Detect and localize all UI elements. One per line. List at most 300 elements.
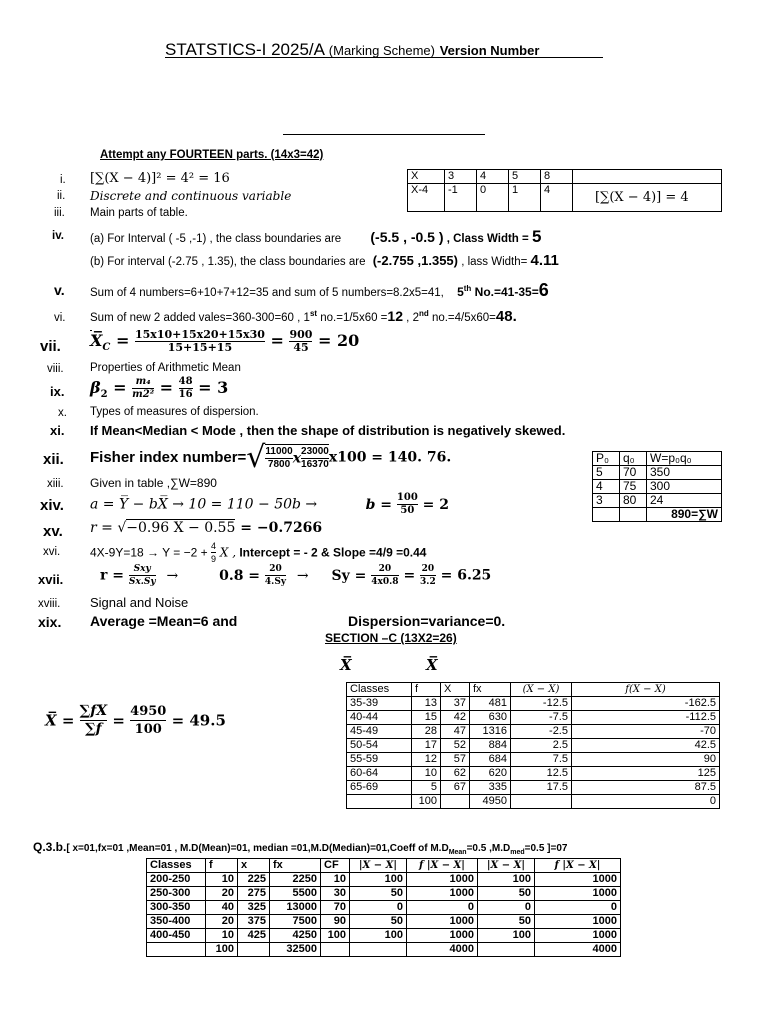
mean-table-cell: 42 (441, 711, 470, 725)
item-v-ans-c: 6 (538, 280, 549, 300)
mean-table-row (347, 711, 720, 725)
md-table-cell: 4000 (407, 943, 478, 957)
w-table-total: 890=∑W (647, 508, 722, 522)
frac-bot: Sx.Sy (128, 577, 156, 587)
equals-sign: = (113, 378, 127, 397)
md-table-cell: 50 (478, 887, 535, 901)
item-ix-frac2 (179, 376, 193, 401)
w-table-cell: 5 (593, 466, 620, 480)
equals-sign: = (270, 331, 284, 350)
mean-table-cell: 684 (470, 753, 511, 767)
md-table-cell: 10 (321, 873, 350, 887)
item-v (90, 280, 549, 301)
x-table-cell: X-4 (408, 184, 445, 212)
w-table-cell: 75 (620, 480, 647, 494)
mean-table-cell: 47 (441, 725, 470, 739)
mean-table-row (347, 753, 720, 767)
item-xviii-num: xviii. (38, 598, 61, 610)
item-ix-lhs-sub: 2 (100, 389, 108, 401)
x-table-cell: 4 (541, 184, 573, 212)
title-paren: (Marking Scheme) (328, 43, 435, 58)
item-xvii-num: xvii. (38, 572, 64, 587)
x-table-cell: 5 (509, 170, 541, 184)
mean-formula-lhs: X̅ = (45, 711, 75, 730)
mean-table-cell: 10 (412, 767, 441, 781)
blank-line (283, 134, 485, 135)
md-table-cell: 70 (321, 901, 350, 915)
md-table-header: x (238, 859, 270, 873)
item-xvi-t2: X , (216, 545, 237, 560)
item-xvi-num: xvi. (43, 546, 61, 558)
md-table-cell: 200-250 (147, 873, 206, 887)
md-table-cell: 1000 (535, 873, 621, 887)
frac-bot: 9 (211, 554, 217, 564)
md-table-cell: 1000 (407, 915, 478, 929)
frac-top: 15x10+15x20+15x30 (134, 328, 265, 341)
mean-table-cell: -70 (572, 725, 720, 739)
q3b-label: Q.3.b. (33, 840, 67, 854)
q3b-sub1: Mean (448, 849, 467, 856)
mean-table-cell: -2.5 (511, 725, 572, 739)
item-xv-pre: r = √ (90, 520, 127, 536)
md-table-header: f (206, 859, 238, 873)
md-table-cell: 13000 (270, 901, 321, 915)
mean-table-cell: 125 (572, 767, 720, 781)
md-table-cell: 1000 (535, 929, 621, 943)
item-xvii-eqsign: = (403, 567, 416, 584)
md-table-cell: 1000 (535, 887, 621, 901)
md-table-row (147, 943, 621, 957)
item-vii-lhs: X̅ (90, 331, 103, 350)
q3b-end: =0.5 ]=07 (524, 843, 568, 854)
frac-top: m₄ (132, 376, 154, 389)
item-xiv-eq2 (365, 492, 450, 516)
frac-top: 100 (396, 492, 418, 503)
mean-table-cell: -12.5 (511, 697, 572, 711)
md-table-row (147, 873, 621, 887)
md-table-cell: 400-450 (147, 929, 206, 943)
mean-table-row (347, 781, 720, 795)
md-table-header: CF (321, 859, 350, 873)
frac-bot: 3.2 (420, 577, 436, 587)
item-xiv-frac (397, 492, 418, 517)
frac-top: 20 (265, 563, 286, 576)
item-x-text: Types of measures of dispersion. (90, 406, 259, 418)
item-vii-frac2 (289, 329, 312, 354)
md-table-row (147, 901, 621, 915)
mean-table-cell: 55-59 (347, 753, 412, 767)
x-table-cell: 3 (445, 170, 477, 184)
mean-table-cell: 28 (412, 725, 441, 739)
x-table-cell: -1 (445, 184, 477, 212)
mean-table-cell: 100 (412, 795, 441, 809)
item-v-ans-sup: th (463, 284, 472, 293)
md-table-cell: 350-400 (147, 915, 206, 929)
frac-top: 20 (421, 564, 435, 574)
item-iv-b-cw: , lass Width= (461, 256, 531, 268)
mean-table-cell: 7.5 (511, 753, 572, 767)
item-v-answer (457, 280, 549, 300)
item-iv-num: iv. (52, 230, 64, 242)
md-table-cell: 250-300 (147, 887, 206, 901)
mean-table-cell: 5 (412, 781, 441, 795)
mean-table-header: X (441, 683, 470, 697)
item-xii-result: x100 = 140. 76. (328, 449, 452, 466)
w-table-header: W=p₀q₀ (647, 452, 722, 466)
item-xv-post: = −0.7266 (235, 520, 323, 536)
item-xii-eq (90, 440, 451, 475)
item-ii-num: ii. (57, 190, 66, 202)
mean-table-cell: 620 (470, 767, 511, 781)
item-vi-v2: 48. (495, 308, 517, 325)
md-table-cell: 10 (206, 929, 238, 943)
item-xvi-bold: Intercept = - 2 & Slope =4/9 =0.44 (236, 545, 427, 560)
item-i-text: [∑(X − 4)]² = 4² = 16 (90, 171, 230, 186)
w-table-header: q₀ (620, 452, 647, 466)
equals-sign: = (159, 378, 174, 397)
item-i-num: i. (60, 174, 66, 186)
item-xix-text1: Average =Mean=6 and (90, 613, 238, 629)
mean-table-cell: 62 (441, 767, 470, 781)
item-xiv-eq1: a = Y̅ − bX̅ → 10 = 110 − 50b → (90, 496, 318, 513)
md-table-row (147, 915, 621, 929)
x-table-cell (573, 170, 722, 184)
mean-table-cell: 17.5 (511, 781, 572, 795)
w-table-cell (593, 508, 620, 522)
q3b-sub2: med (510, 849, 525, 856)
frac-top: ∑fX (79, 703, 108, 719)
w-table-cell: 24 (647, 494, 722, 508)
md-table-cell: 100 (350, 929, 407, 943)
mean-table-header: f (412, 683, 441, 697)
md-table-cell: 0 (478, 901, 535, 915)
frac-top: 23000 (301, 446, 329, 457)
item-vi-t2: no.=1/5x60 = (317, 312, 388, 324)
item-v-ans-a: 5 (457, 285, 464, 299)
item-xiv-num: xiv. (40, 497, 64, 514)
mean-table-cell: 35-39 (347, 697, 412, 711)
mean-table-cell: 87.5 (572, 781, 720, 795)
mean-table-cell: 17 (412, 739, 441, 753)
md-table-cell: 1000 (535, 915, 621, 929)
md-table-cell: 100 (321, 929, 350, 943)
md-table-cell: 20 (206, 887, 238, 901)
item-viii-num: viii. (47, 363, 64, 375)
item-xv-num: xv. (43, 523, 63, 540)
md-table-cell (478, 943, 535, 957)
mean-table-cell: 630 (470, 711, 511, 725)
x-table-cell: 4 (477, 170, 509, 184)
frac-top: 900 (289, 328, 313, 341)
item-iii-num: iii. (54, 207, 65, 219)
mean-table-cell: 2.5 (511, 739, 572, 753)
item-xvii-res: = 6.25 (440, 567, 492, 584)
mean-table-row (347, 739, 720, 753)
item-xi-num: xi. (50, 423, 65, 438)
times-sign: x (292, 450, 302, 467)
mean-table-cell: 42.5 (572, 739, 720, 753)
md-table-cell: 40 (206, 901, 238, 915)
item-iv-a (90, 227, 541, 247)
section-c-heading: SECTION –C (13X2=26) (325, 631, 457, 645)
mean-table-cell: 12.5 (511, 767, 572, 781)
md-table-cell: 225 (238, 873, 270, 887)
mean-table-cell: 0 (572, 795, 720, 809)
item-vi-sup1: st (309, 309, 318, 319)
mean-table-cell: 50-54 (347, 739, 412, 753)
item-vi (90, 308, 517, 325)
item-xiv-eq2-res: = 2 (422, 496, 450, 513)
mean-table-cell: 90 (572, 753, 720, 767)
item-iv-b (90, 252, 559, 269)
mean-table-cell (347, 795, 412, 809)
item-xix-text2: Dispersion=variance=0. (348, 613, 506, 629)
mean-table-cell: 335 (470, 781, 511, 795)
item-v-num: v. (54, 282, 65, 298)
item-xvii-frac4 (420, 563, 436, 588)
md-table-cell: 4250 (270, 929, 321, 943)
title-main: STATSTICS-I 2025/A (165, 40, 325, 59)
md-table-header: Classes (147, 859, 206, 873)
item-ix-num: ix. (50, 384, 65, 399)
md-table-header: |X − X̅| (350, 859, 407, 873)
w-table-cell: 70 (620, 466, 647, 480)
frac-top: 11000 (265, 446, 293, 457)
item-xvii-arr1: → (166, 567, 179, 584)
frac-bot: 50 (400, 505, 415, 516)
x-table-cell: 1 (509, 184, 541, 212)
item-xiii-text: Given in table ,∑W=890 (90, 476, 217, 490)
mean-table-header: Classes (347, 683, 412, 697)
item-vii-lhs-sub: C (102, 342, 111, 354)
md-table-cell: 32500 (270, 943, 321, 957)
item-ix-frac1 (132, 376, 154, 401)
section-c-xbar-1: X̅ (340, 656, 352, 674)
frac-bot: m2² (132, 389, 155, 400)
w-table-header: P₀ (593, 452, 620, 466)
item-ix-lhs: β (90, 378, 101, 397)
item-xii-frac2 (301, 446, 329, 471)
item-iv-a-bound: (-5.5 , -0.5 ) (370, 229, 444, 245)
sqrt-body (265, 444, 328, 471)
frac-top: 48 (178, 376, 193, 387)
md-table-header: f |X − X̅| (535, 859, 621, 873)
md-table-cell: 5500 (270, 887, 321, 901)
item-xvii-eq (100, 563, 491, 588)
mean-table-row (347, 697, 720, 711)
item-xvi (90, 540, 426, 565)
mean-table-cell: 67 (441, 781, 470, 795)
mean-table-cell: 884 (470, 739, 511, 753)
mean-table-header: fx (470, 683, 511, 697)
item-xv-rad: −0.96 X − 0.55 (126, 520, 236, 536)
md-table-row (147, 887, 621, 901)
q3b-mid: =0.5 ,M.D (466, 843, 511, 854)
item-xvii-frac3 (371, 563, 398, 588)
mean-formula-res: = 49.5 (171, 711, 226, 730)
mean-formula-frac1 (80, 703, 107, 738)
item-xix-num: xix. (38, 614, 62, 630)
md-table-cell: 10 (206, 873, 238, 887)
item-xviii-text: Signal and Noise (90, 595, 189, 610)
frac-bot: 15+15+15 (167, 341, 233, 354)
mean-table-row (347, 795, 720, 809)
w-table-cell: 3 (593, 494, 620, 508)
mean-table-header: f(X − X̅) (572, 683, 720, 697)
md-table-cell: 100 (350, 873, 407, 887)
frac-bot: 16370 (301, 459, 329, 470)
md-table-cell (147, 943, 206, 957)
item-vii-eq (90, 329, 359, 354)
md-table-cell: 2250 (270, 873, 321, 887)
mean-table-cell: 12 (412, 753, 441, 767)
item-xiv-eq2-lhs: b = (365, 496, 393, 513)
frac-bot: 45 (293, 341, 309, 354)
md-table-cell: 0 (535, 901, 621, 915)
item-vi-t4: no.=4/5x60= (428, 312, 496, 324)
x-table-cell: X (408, 170, 445, 184)
item-xiii-num: xiii. (47, 478, 64, 490)
md-table-cell: 375 (238, 915, 270, 929)
item-xi-text: If Mean<Median < Mode , then the shape of distribution is negatively skewed. (90, 423, 566, 438)
md-table-row (147, 929, 621, 943)
item-vi-num: vi. (54, 312, 66, 324)
x-table-cell: 8 (541, 170, 573, 184)
item-xvii-sy: Sy = (331, 567, 367, 584)
item-xiv-eq (90, 492, 449, 517)
item-xvii-frac2 (265, 563, 286, 588)
md-table-cell: 50 (478, 915, 535, 929)
frac-top: 20 (371, 563, 398, 576)
md-table (146, 858, 621, 957)
md-table-header: fx (270, 859, 321, 873)
w-table-cell (620, 508, 647, 522)
w-table (592, 451, 722, 522)
frac-top: 4950 (130, 704, 167, 719)
mean-table-cell: 481 (470, 697, 511, 711)
md-table-cell: 50 (350, 915, 407, 929)
mean-table-cell: 65-69 (347, 781, 412, 795)
md-table-cell: 30 (321, 887, 350, 901)
item-ix-result: = 3 (198, 378, 229, 397)
frac-bot: 4x0.8 (371, 577, 399, 587)
item-iii-text: Main parts of table. (90, 207, 188, 219)
md-table-cell (350, 943, 407, 957)
md-table-cell (238, 943, 270, 957)
x-table (407, 169, 722, 212)
md-table-cell: 100 (206, 943, 238, 957)
md-table-cell: 100 (478, 929, 535, 943)
item-vi-text: Sum of new 2 added vales=360-300=60 , 1 (90, 312, 310, 324)
item-iv-b-text: (b) For interval (-2.75 , 1.35), the class boundaries are (90, 256, 366, 268)
title-version: Version Number (439, 43, 540, 58)
md-table-cell: 50 (350, 887, 407, 901)
item-vi-sup2: nd (418, 309, 429, 319)
q3b-line (33, 840, 567, 856)
item-iv-a-text: (a) For Interval ( -5 ,-1) , the class boundaries are (90, 233, 342, 245)
mean-table-cell: 15 (412, 711, 441, 725)
mean-table (346, 682, 720, 809)
mean-table-cell: 37 (441, 697, 470, 711)
w-table-cell: 4 (593, 480, 620, 494)
equals-sign: = (112, 711, 125, 730)
md-table-cell: 0 (350, 901, 407, 915)
mean-table-cell: 4950 (470, 795, 511, 809)
section-b-heading: Attempt any FOURTEEN parts. (14x3=42) (100, 149, 324, 161)
item-x-num: x. (58, 407, 67, 419)
w-table-cell: 350 (647, 466, 722, 480)
item-ix-eq (90, 376, 228, 401)
mean-formula-frac2 (130, 703, 166, 738)
item-v-ans-b: No.=41-35= (471, 285, 539, 299)
md-table-cell: 7500 (270, 915, 321, 929)
mean-table-cell: -7.5 (511, 711, 572, 725)
md-table-cell (321, 943, 350, 957)
md-table-header: f |X − X̅| (407, 859, 478, 873)
mean-table-cell (511, 795, 572, 809)
mean-table-cell: -162.5 (572, 697, 720, 711)
title-underline (165, 57, 603, 58)
x-table-cell: 0 (477, 184, 509, 212)
item-ii-text: Discrete and continuous variable (90, 189, 292, 203)
frac-bot: 16 (178, 389, 193, 400)
item-xvi-text: 4X-9Y=18 → Y = −2 + (90, 545, 208, 560)
md-table-cell: 425 (238, 929, 270, 943)
item-viii-text: Properties of Arithmetic Mean (90, 362, 241, 374)
frac-bot: 100 (134, 722, 162, 737)
md-table-cell: 325 (238, 901, 270, 915)
mean-table-cell: 57 (441, 753, 470, 767)
item-xii-label: Fisher index number= (90, 449, 247, 466)
md-table-cell: 1000 (407, 929, 478, 943)
item-iv-b-cw-val: 4.11 (530, 252, 559, 269)
frac-bot: 4.Sy (264, 577, 287, 587)
item-xv-eq (90, 520, 322, 536)
item-xii-num: xii. (43, 451, 64, 468)
md-table-header: |X − X̅| (478, 859, 535, 873)
mean-table-cell: 1316 (470, 725, 511, 739)
mean-formula (45, 703, 226, 738)
item-xvii-v08: 0.8 = (219, 567, 261, 584)
item-vii-result: = 20 (318, 331, 360, 350)
mean-table-cell: 13 (412, 697, 441, 711)
mean-table-header: (X − X̅) (511, 683, 572, 697)
equals-sign: = (115, 331, 130, 350)
mean-table-cell: 52 (441, 739, 470, 753)
sqrt-sign: √ (246, 440, 266, 475)
item-iv-b-bound: (-2.755 ,1.355) (372, 253, 458, 268)
md-table-cell: 100 (478, 873, 535, 887)
md-table-cell: 1000 (407, 887, 478, 901)
item-iv-a-cw: , Class Width = (446, 233, 532, 245)
w-table-cell: 80 (620, 494, 647, 508)
mean-table-cell: 60-64 (347, 767, 412, 781)
mean-table-cell: -112.5 (572, 711, 720, 725)
item-vi-t3: , 2 (402, 312, 419, 324)
md-table-cell: 0 (407, 901, 478, 915)
frac-bot: ∑f (85, 721, 102, 737)
mean-table-row (347, 767, 720, 781)
x-table-sum: [∑(X − 4)] = 4 (573, 184, 722, 212)
mean-table-cell: 45-49 (347, 725, 412, 739)
mean-table-row (347, 725, 720, 739)
w-table-cell: 300 (647, 480, 722, 494)
frac-top: Sxy (129, 563, 156, 576)
frac-top: 4 (211, 541, 217, 551)
frac-bot: 7800 (267, 459, 291, 470)
md-table-cell: 4000 (535, 943, 621, 957)
item-vii-frac1 (135, 329, 265, 354)
